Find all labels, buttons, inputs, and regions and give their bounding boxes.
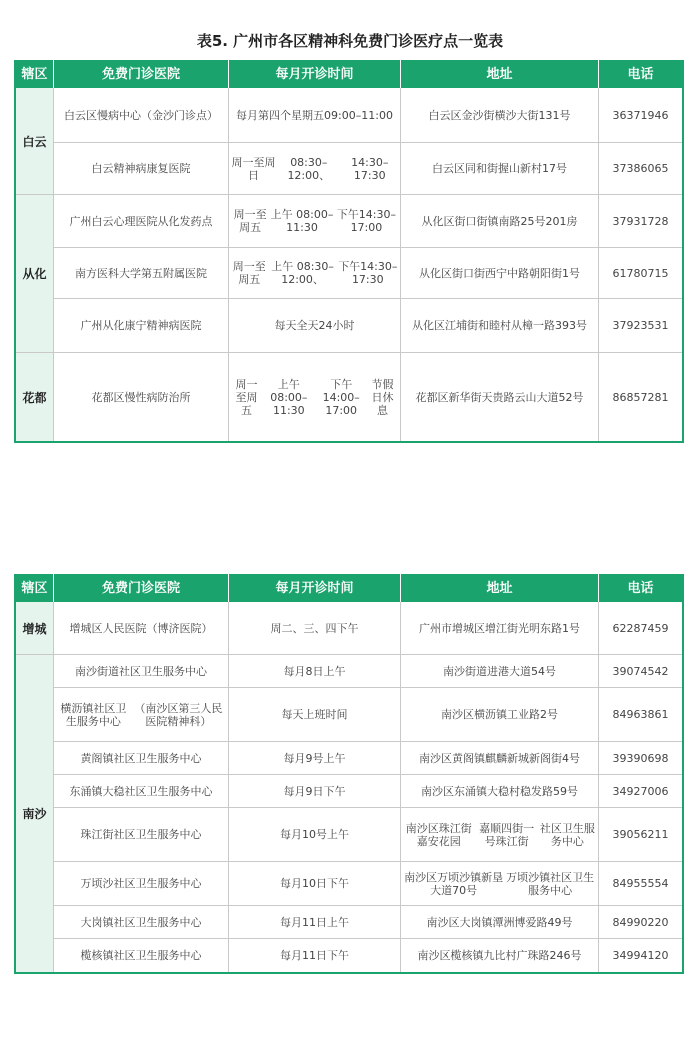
time-cell (229, 939, 401, 972)
time-line: 周一至周五 (233, 208, 267, 234)
hospital-line: 东涌镇大稳社区卫生服务中心 (69, 784, 213, 798)
phone-cell: 61780715 (612, 266, 669, 280)
time-line: 每天上班时间 (281, 708, 348, 721)
table-row (54, 808, 682, 862)
hospital-line: 万顷沙社区卫生服务中心 (80, 877, 202, 890)
time-cell (229, 88, 401, 142)
table-header (16, 574, 682, 602)
time-cell (229, 862, 401, 905)
address-cell (401, 88, 599, 142)
hospital-line: 白云精神病康复医院 (91, 162, 191, 175)
hospital-cell (54, 906, 229, 938)
hospital-cell (54, 143, 229, 194)
phone-cell: 62287459 (612, 621, 669, 635)
time-cell (229, 353, 401, 441)
address-line: 嘉顺四街一号珠江街 (479, 821, 535, 848)
time-cell (229, 195, 401, 247)
time-line: 下午14:30–17:00 (336, 208, 397, 234)
address-cell (401, 248, 599, 298)
address-line: 白云区金沙街横沙大街131号 (428, 108, 571, 122)
hospital-line: 增城区人民医院 (69, 621, 147, 635)
hospital-cell (54, 88, 229, 142)
address-line: 25号201房 (520, 214, 578, 228)
hospital-cell (54, 195, 229, 247)
address-cell (401, 299, 599, 352)
phone-cell: 39074542 (612, 664, 669, 678)
hospital-cell (54, 688, 229, 741)
address-line: 社区卫生服务中心 (539, 821, 595, 848)
address-line: 广州市增城区增江街光 (419, 621, 529, 635)
table-row (54, 195, 682, 248)
district-cell: 白云 (16, 88, 54, 194)
hospital-cell (54, 602, 229, 654)
address-line: 南沙区万顷沙镇新垦大道70号 (404, 870, 504, 897)
district-rows (54, 195, 682, 352)
district-rows (54, 353, 682, 441)
time-cell (229, 602, 401, 654)
address-cell (401, 353, 599, 441)
phone-cell: 84963861 (612, 708, 669, 721)
district-group (16, 655, 682, 972)
time-line: 每月第四个星期五 (236, 108, 325, 122)
table-row (54, 775, 682, 808)
time-line: 周一至周五 (232, 260, 266, 286)
time-cell (229, 143, 401, 194)
time-line: 每月11日下午 (280, 949, 349, 962)
hospital-line: （南沙区第三人民医院精神科） (134, 701, 223, 728)
time-line: 周二、三、四下午 (270, 621, 359, 635)
table-row (54, 655, 682, 688)
clinic-table-2 (14, 574, 684, 974)
hospital-line: 大岗镇社区卫生服务中心 (80, 915, 202, 929)
hospital-cell (54, 742, 229, 774)
address-line: 南沙区东涌镇大稳村稳发路59号 (421, 784, 578, 798)
address-cell (401, 862, 599, 905)
address-line: 万顷沙镇社区卫生服务中心 (506, 870, 595, 897)
time-cell (229, 742, 401, 774)
time-line: 上午 08:30–12:00、 (271, 260, 334, 286)
phone-cell: 34927006 (612, 784, 669, 798)
header-cell: 每月开诊时间 (229, 60, 401, 88)
address-cell (401, 775, 599, 807)
header-cell: 地址 (401, 574, 599, 602)
table-row (54, 742, 682, 775)
hospital-cell (54, 775, 229, 807)
table-row (54, 602, 682, 654)
phone-cell: 84990220 (612, 915, 669, 929)
time-line: 上午 08:00–11:30 (270, 208, 334, 234)
address-line: 南沙区横沥镇工业路2号 (441, 708, 558, 721)
table-body (16, 602, 682, 972)
time-line: 周一至周五 (235, 377, 258, 417)
time-line: 每月9号上午 (283, 751, 346, 765)
district-group (16, 602, 682, 655)
time-line: 上午 08:00–11:30 (270, 377, 308, 417)
phone-cell: 37386065 (612, 162, 669, 175)
address-line: 花都区新华街天贵路 (415, 390, 515, 404)
address-cell (401, 143, 599, 194)
address-cell (401, 602, 599, 654)
table-header (16, 60, 682, 88)
hospital-line: 南方医科大学第五附属医院 (75, 266, 207, 280)
header-cell: 电话 (627, 580, 654, 596)
page-title: 表5. 广州市各区精神科免费门诊医疗点一览表 (196, 32, 504, 50)
hospital-line: 黄阁镇社区卫生服务中心 (80, 751, 202, 765)
phone-cell: 39390698 (612, 751, 669, 765)
address-line: 从化区街口街西宁中路 (419, 266, 529, 280)
time-line: 下午14:30–17:30 (338, 260, 398, 286)
hospital-cell (54, 248, 229, 298)
time-line: 每月9日下午 (283, 784, 346, 798)
hospital-cell (54, 655, 229, 687)
time-line: 每月10日下午 (280, 877, 349, 890)
address-line: 南沙区榄核镇九比村广珠路246号 (417, 949, 582, 962)
district-cell: 花都 (16, 353, 54, 441)
district-rows (54, 602, 682, 654)
address-cell (401, 808, 599, 861)
header-cell: 辖区 (16, 574, 54, 602)
time-line: 08:30–12:00、 (287, 155, 331, 182)
header-cell: 每月开诊时间 (229, 574, 401, 602)
table-row (54, 248, 682, 299)
time-line: 下午14:00–17:00 (322, 377, 360, 417)
address-line: 南沙区黄阁镇麒麟新城新阁街4号 (419, 751, 580, 765)
address-cell (401, 906, 599, 938)
table-row (54, 143, 682, 194)
hospital-line: 珠江街社区卫生服务中心 (80, 828, 202, 841)
hospital-line: 南沙街道社区卫生服务中心 (75, 664, 207, 678)
address-line: 南沙区珠江街嘉安花园 (405, 821, 472, 848)
hospital-cell (54, 862, 229, 905)
hospital-line: 白云区慢病中心（金沙门诊点） (64, 108, 218, 122)
address-line: 南沙区大岗镇潭洲博爱路49号 (426, 915, 573, 929)
address-line: 白云区同和街握山新村17号 (432, 162, 567, 175)
table-row (54, 862, 682, 906)
table-row (54, 688, 682, 742)
time-cell (229, 248, 401, 298)
header-cell: 免费门诊医院 (54, 60, 229, 88)
table-row (54, 906, 682, 939)
hospital-line: 广州白云心理医院从化发药点 (69, 214, 213, 228)
phone-cell: 36371946 (612, 108, 669, 122)
address-cell (401, 688, 599, 741)
time-cell (229, 775, 401, 807)
time-line: 14:30–17:30 (351, 155, 389, 182)
district-cell: 增城 (16, 602, 54, 654)
district-cell: 从化 (16, 195, 54, 352)
address-line: 从樟一路393号 (511, 319, 587, 332)
address-cell (401, 655, 599, 687)
header-cell: 电话 (627, 66, 654, 82)
address-cell (401, 195, 599, 247)
table-body (16, 88, 682, 441)
header-cell: 地址 (401, 60, 599, 88)
time-line: 周一至周日 (231, 155, 276, 182)
time-cell (229, 299, 401, 352)
phone-cell: 39056211 (612, 828, 669, 841)
phone-cell: 86857281 (612, 390, 669, 404)
district-cell: 南沙 (16, 655, 54, 972)
district-group (16, 353, 682, 441)
table-row (54, 353, 682, 441)
time-cell (229, 655, 401, 687)
time-line: 每月8日上午 (283, 664, 346, 678)
address-line: 从化区江埔街和睦村 (412, 319, 511, 332)
clinic-table-1 (14, 60, 684, 443)
address-line: 南沙街道进港大道54号 (443, 664, 556, 678)
time-cell (229, 808, 401, 861)
phone-cell: 37931728 (612, 214, 669, 228)
address-cell (401, 939, 599, 972)
table-row (54, 939, 682, 972)
phone-cell: 84955554 (612, 877, 669, 890)
time-line: 09:00–11:00 (324, 108, 393, 122)
time-cell (229, 906, 401, 938)
hospital-line: 横沥镇社区卫生服务中心 (60, 701, 127, 728)
time-line: 节假日休息 (371, 377, 394, 417)
hospital-line: （博济医院） (146, 621, 213, 635)
time-cell (229, 688, 401, 741)
address-cell (401, 742, 599, 774)
time-line: 每天全天24小时 (274, 319, 355, 332)
address-line: 从化区街口街镇南路 (421, 214, 521, 228)
district-rows (54, 655, 682, 972)
header-cell: 免费门诊医院 (54, 574, 229, 602)
hospital-cell (54, 939, 229, 972)
time-line: 每月11日上午 (280, 915, 349, 929)
time-line: 每月10号上午 (280, 828, 349, 841)
hospital-cell (54, 353, 229, 441)
table-row (54, 88, 682, 143)
hospital-cell (54, 299, 229, 352)
phone-cell: 37923531 (612, 319, 669, 332)
hospital-line: 广州从化康宁精神病医院 (80, 319, 202, 332)
hospital-line: 榄核镇社区卫生服务中心 (80, 949, 202, 962)
district-group (16, 88, 682, 195)
address-line: 明东路1号 (529, 621, 580, 635)
phone-cell: 34994120 (612, 949, 669, 962)
address-line: 朝阳街1号 (529, 266, 580, 280)
address-line: 云山大道52号 (514, 390, 584, 404)
hospital-cell (54, 808, 229, 861)
header-cell: 辖区 (16, 60, 54, 88)
hospital-line: 花都区慢性病防治所 (91, 390, 191, 404)
district-group (16, 195, 682, 353)
district-rows (54, 88, 682, 194)
table-row (54, 299, 682, 352)
